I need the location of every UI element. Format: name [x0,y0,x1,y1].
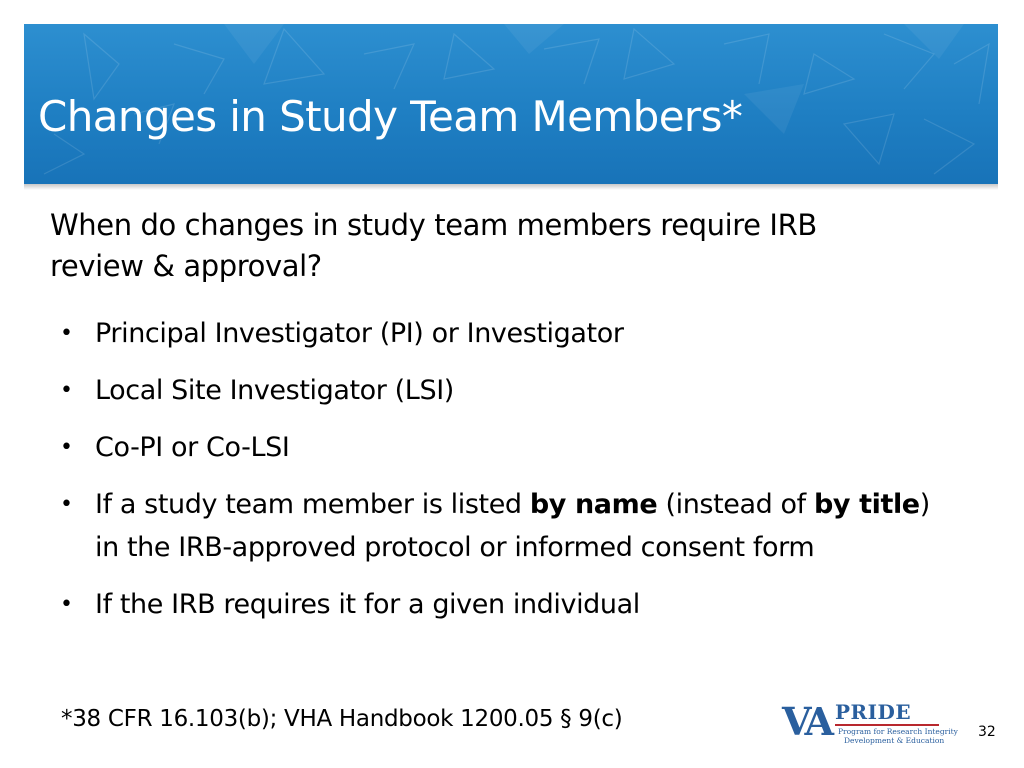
lead-question: When do changes in study team members require IRB review & approval? [50,208,817,283]
bullet-emphasis: by name [529,489,658,520]
bullet-item [60,426,940,469]
bullet-emphasis: by title [813,489,920,520]
bullet-item [60,369,940,412]
logo-subtitle-2: Development & Education [844,736,945,745]
slide-title: Changes in Study Team Members* [38,92,743,141]
bullet-text-part: ) in the IRB-approved protocol or informed consent form [95,489,930,563]
bullet-text-part: If a study team member is listed [95,489,530,520]
banner-shadow [24,184,998,190]
va-pride-logo [782,699,958,746]
page-number: 32 [978,724,996,740]
bullet-item [60,312,940,355]
bullet-text: Co-PI or Co-LSI [95,432,290,463]
bullet-list [60,312,940,640]
bullet-text: Local Site Investigator (LSI) [95,375,454,406]
bullet-dot-icon: • [60,321,73,346]
bullet-item [60,483,940,569]
logo-va-text: VA [782,699,831,744]
logo-pride-text: PRIDE [835,700,912,724]
logo-subtitle-1: Program for Research Integrity [838,727,958,736]
bullet-item [60,583,940,626]
bullet-dot-icon: • [60,435,73,460]
logo-rule [835,724,939,726]
bullet-text-part: (instead of [657,489,814,520]
bullet-text: If the IRB requires it for a given individual [95,589,640,620]
bullet-dot-icon: • [60,492,73,517]
footnote: *38 CFR 16.103(b); VHA Handbook 1200.05 § 9(c) [61,706,623,732]
bullet-dot-icon: • [60,592,73,617]
bullet-dot-icon: • [60,378,73,403]
bullet-text: Principal Investigator (PI) or Investigator [95,318,624,349]
